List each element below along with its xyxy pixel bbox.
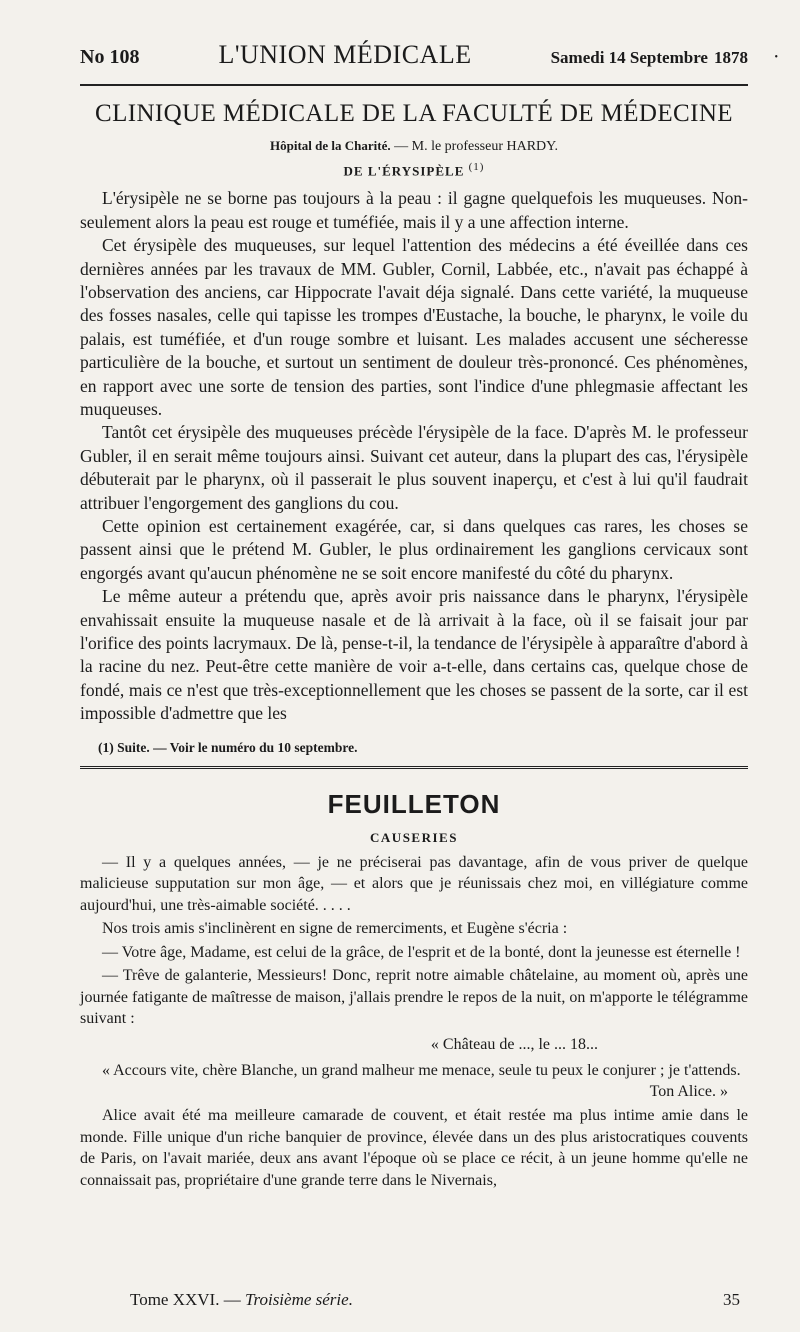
article-body	[80, 187, 748, 725]
journal-title: L'UNION MÉDICALE	[218, 40, 472, 69]
feuilleton-paragraph: — Il y a quelques années, — je ne préciserai pas davantage, afin de vous priver de quelque malicieuse supputation sur mon âge, — et alors que je réunissais chez moi, en villégiature comme aujourd'hui, une très-aimable société. . . . .	[80, 853, 748, 914]
issue-year: 1878	[713, 48, 748, 67]
issue-date	[551, 48, 748, 68]
hospital-line	[80, 138, 748, 155]
article-title-text: DE L'ÉRYSIPÈLE	[343, 163, 465, 179]
tome-label: Tome XXVI. —	[130, 1290, 241, 1309]
footnote: (1) Suite. — Voir le numéro du 10 septembre.	[98, 739, 358, 755]
feuilleton-paragraph: — Trêve de galanterie, Messieurs! Donc, reprit notre aimable châtelaine, au moment où, après une journée fatigante de maîtresse de maison, j'allais prendre le repos de la nuit, on m'apporte le télégramme suivant :	[80, 967, 748, 1028]
section-divider	[80, 766, 748, 769]
page-footer	[130, 1290, 740, 1310]
clinic-title: CLINIQUE MÉDICALE DE LA FACULTÉ DE MÉDECINE	[95, 100, 733, 127]
article-paragraph: Tantôt cet érysipèle des muqueuses précède l'érysipèle de la face. D'après M. le professeur Gubler, il en serait même toujours ainsi. Suivant cet auteur, dans la plupart des cas, l'érysipèle débuterait par le pharynx, où il passerait le plus souvent inaperçu, et c'est à lui qu'il faudrait attribuer l'engorgement des ganglions du cou.	[80, 422, 748, 513]
issue-date-text: Samedi 14 Septembre	[550, 48, 708, 67]
article-paragraph: Le même auteur a prétendu que, après avoir pris naissance dans le pharynx, l'érysipèle envahissait ensuite la muqueuse nasale et de là arrivait à la face, où il se faisait jour par l'orifice des points lacrymaux. De là, pense-t-il, la tendance de l'érysipèle à apparaître d'abord à la racine du nez. Peut-être cette manière de voir a-t-elle, dans certains cas, quelque chose de fondé, mais ce n'est que très-exceptionnellement que les choses se passent de la sorte, car il est impossible d'admettre que les	[80, 586, 748, 724]
telegram-signature: Ton Alice. »	[649, 1083, 728, 1101]
feuilleton-body	[80, 852, 748, 1192]
article-title	[80, 161, 748, 179]
article-paragraph: Cet érysipèle des muqueuses, sur lequel l'attention des médecins a été éveillée dans ces dernières années par les travaux de MM. Gubler, Cornil, Labbée, etc., n'avait pas échappé à l'observation des anciens, car Hippocrate l'avait déja signalé. Dans cette variété, la muqueuse des fosses nasales, celle qui tapisse les trompes d'Eustache, la bouche, le pharynx, le voile du palais, est tuméfiée, et d'un rouge sombre et luisant. Les malades accusent une sécheresse particulière de la bouche, et surtout un sentiment de douleur très-prononcé. Ces phénomènes, en rapport avec une sorte de tension des parties, sont l'indice d'une phlegmasie affectant les muqueuses.	[80, 235, 748, 419]
professor-name: — M. le professeur HARDY.	[394, 139, 558, 154]
issue-number: No 108	[80, 46, 140, 68]
volume-info	[130, 1290, 353, 1310]
masthead	[80, 40, 748, 80]
telegram-body: « Accours vite, chère Blanche, un grand malheur me menace, seule tu peux le conjurer ; je t'attends.	[102, 1061, 741, 1079]
article-footnote-mark: (1)	[468, 161, 485, 173]
page-number: 35	[723, 1290, 740, 1309]
telegram-heading: « Château de ..., le ... 18...	[430, 1035, 598, 1053]
hospital-name: Hôpital de la Charité.	[270, 138, 391, 153]
article-paragraph: Cette opinion est certainement exagérée, car, si dans quelques cas rares, les choses se passent ainsi que le prétend M. Gubler, le plus ordinairement les ganglions cervicaux sont engorgés avant qu'aucun phénomène ne se soit encore manifesté du côté du pharynx.	[80, 516, 748, 583]
header-rule	[80, 84, 748, 86]
feuilleton-paragraph: — Votre âge, Madame, est celui de la grâce, de l'esprit et de la bonté, dont la jeunesse est éternelle !	[102, 943, 741, 961]
article-paragraph: L'érysipèle ne se borne pas toujours à la peau : il gagne quelquefois les muqueuses. Non-seulement alors la peau est rouge et tuméfiée, mais il y a une affection interne.	[80, 188, 748, 232]
feuilleton-paragraph: Alice avait été ma meilleure camarade de couvent, et était restée ma plus intime amie dans le monde. Fille unique d'un riche banquier de province, élevée dans un des plus aristocratiques couvents de Paris, on l'avait mariée, deux ans avant l'époque où se place ce récit, à un jeune homme qu'elle ne connaissait pas, propriétaire d'une grande terre dans le Nivernais,	[80, 1107, 748, 1189]
feuilleton-subtitle: CAUSERIES	[370, 829, 458, 845]
series-label: Troisième série.	[244, 1290, 353, 1309]
feuilleton-title: FEUILLETON	[327, 788, 501, 819]
feuilleton-paragraph: Nos trois amis s'inclinèrent en signe de remerciments, et Eugène s'écria :	[102, 920, 568, 938]
margin-dot: •	[774, 52, 778, 63]
